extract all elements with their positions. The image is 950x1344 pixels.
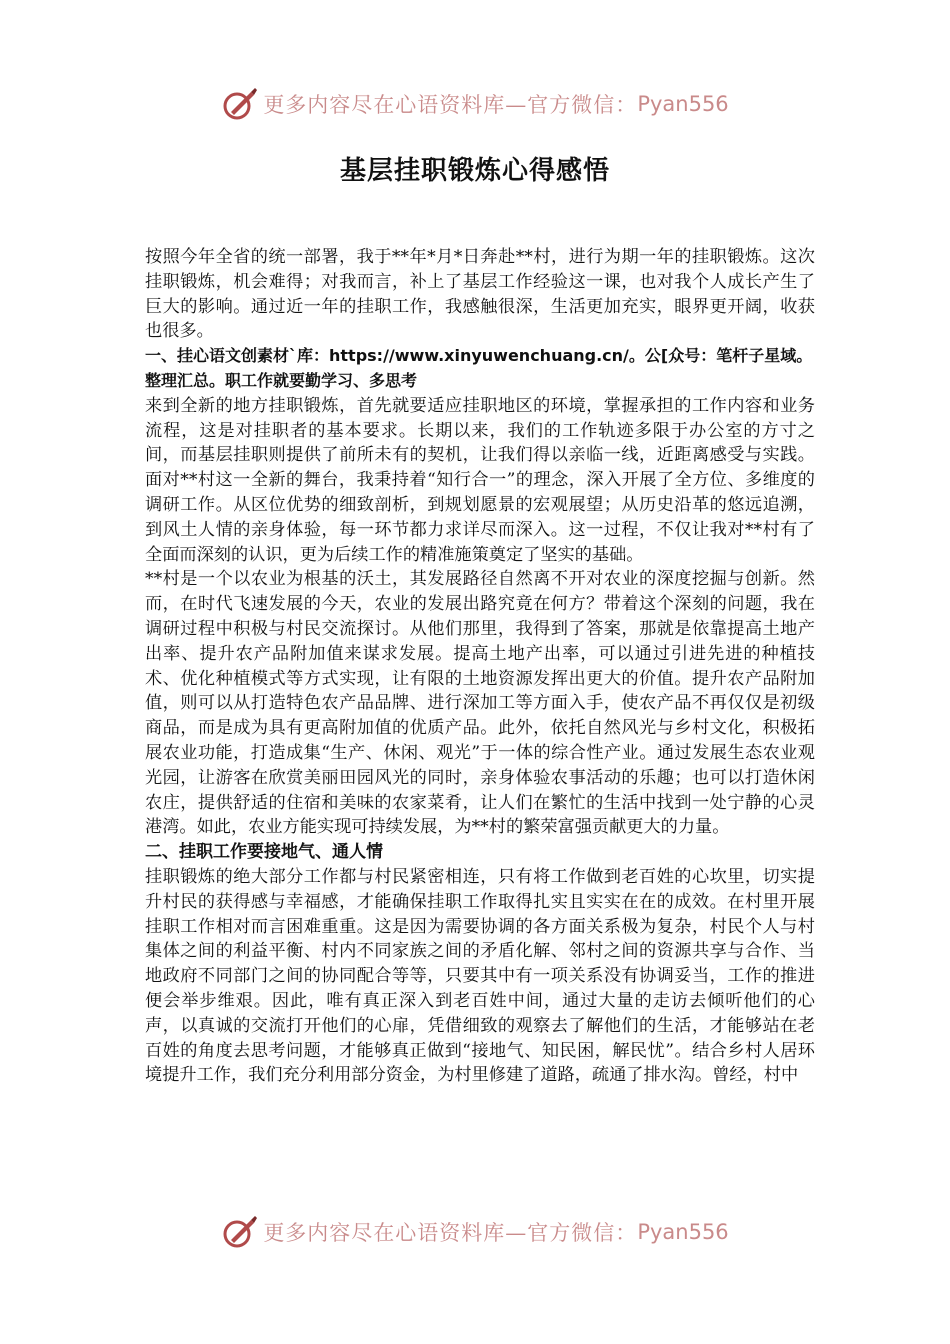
section-2-heading: 二、挂职工作要接地气、通人情 <box>145 842 383 863</box>
section-1-paragraph-1: 来到全新的地方挂职锻炼，首先就要适应挂职地区的环境，掌握承担的工作内容和业务流程，这是对挂职者的基本要求。长期以来，我们的工作轨迹多限于办公室的方寸之间，而基层挂职则提供了前所未有的契机，让我们得以亲临一线，近距离感受与实践。面对**村这一全新的舞台，我秉持着“知行合一”的理念，深入开展了全方位、多维度的调研工作。从区位优势的细致剖析，到规划愿景的宏观展望；从历史沿革的悠远追溯，到风土人情的亲身体验，每一环节都力求详尽而深入。这一过程，不仅让我对**村有了全面而深刻的认识，更为后续工作的精准施策奠定了坚实的基础。 <box>145 395 815 565</box>
intro-paragraph: 按照今年全省的统一部署，我于**年*月*日奔赴**村，进行为期一年的挂职锻炼。这次挂职锻炼，机会难得；对我而言，补上了基层工作经验这一课，也对我个人成长产生了巨大的影响。通过近一年的挂职工作，我感触很深，生活更加充实，眼界更开阔，收获也很多。 <box>145 247 815 342</box>
pen-logo-icon <box>221 1214 257 1250</box>
header-watermark-banner <box>0 84 950 124</box>
document-title: 基层挂职锻炼心得感悟 <box>339 156 610 186</box>
section-1-paragraph-2: **村是一个以农业为根基的沃土，其发展路径自然离不开对农业的深度挖掘与创新。然而，在时代飞速发展的今天，农业的发展出路究竟在何方？带着这个深刻的问题，我在调研过程中积极与村民交流探讨。从他们那里，我得到了答案，那就是依靠提高土地产出率、提升农产品附加值来谋求发展。提高土地产出率，可以通过引进先进的种植技术、优化种植模式等方式实现，让有限的土地资源发挥出更大的价值。提升农产品附加值，则可以从打造特色农产品品牌、进行深加工等方面入手，使农产品不再仅仅是初级商品，而是成为具有更高附加值的优质产品。此外，依托自然风光与乡村文化，积极拓展农业功能，打造成集“生产、休闲、观光”于一体的综合性产业。通过发展生态农业观光园，让游客在欣赏美丽田园风光的同时，亲身体验农事活动的乐趣；也可以打造休闲农庄，提供舒适的住宿和美味的农家菜肴，让人们在繁忙的生活中找到一处宁静的心灵港湾。如此，农业方能实现可持续发展，为**村的繁荣富强贡献更大的力量。 <box>145 569 815 838</box>
banner-wechat-id: Pyan556 <box>637 1220 729 1244</box>
pen-logo-icon <box>221 86 257 122</box>
section-2-paragraph-1: 挂职锻炼的绝大部分工作都与村民紧密相连，只有将工作做到老百姓的心坎里，切实提升村民的获得感与幸福感，才能确保挂职工作取得扎实且实实在在的成效。在村里开展挂职工作相对而言困难重重。这是因为需要协调的各方面关系极为复杂，村民个人与村集体之间的利益平衡、村内不同家族之间的矛盾化解、邻村之间的资源共享与合作、当地政府不同部门之间的协同配合等等，只要其中有一项关系没有协调妥当，工作的推进便会举步维艰。因此，唯有真正深入到老百姓中间，通过大量的走访去倾听他们的心声，以真诚的交流打开他们的心扉，凭借细致的观察去了解他们的生活，才能够站在老百姓的角度去思考问题，才能够真正做到“接地气、知民困，解民忧”。结合乡村人居环境提升工作，我们充分利用部分资金，为村里修建了道路，疏通了排水沟。曾经，村中 <box>145 866 815 1086</box>
banner-text: 更多内容尽在心语资料库—官方微信： <box>263 93 638 117</box>
section-1-heading: 一、挂心语文创素材`库：https://www.xinyuwenchuang.cn/。公[众号：笔杆子星域。整理汇总。职工作就要勤学习、多思考 <box>145 346 813 390</box>
banner-text: 更多内容尽在心语资料库—官方微信： <box>263 1221 638 1245</box>
document-body <box>145 245 815 1088</box>
banner-wechat-id: Pyan556 <box>637 92 729 116</box>
footer-watermark-banner <box>0 1212 950 1252</box>
